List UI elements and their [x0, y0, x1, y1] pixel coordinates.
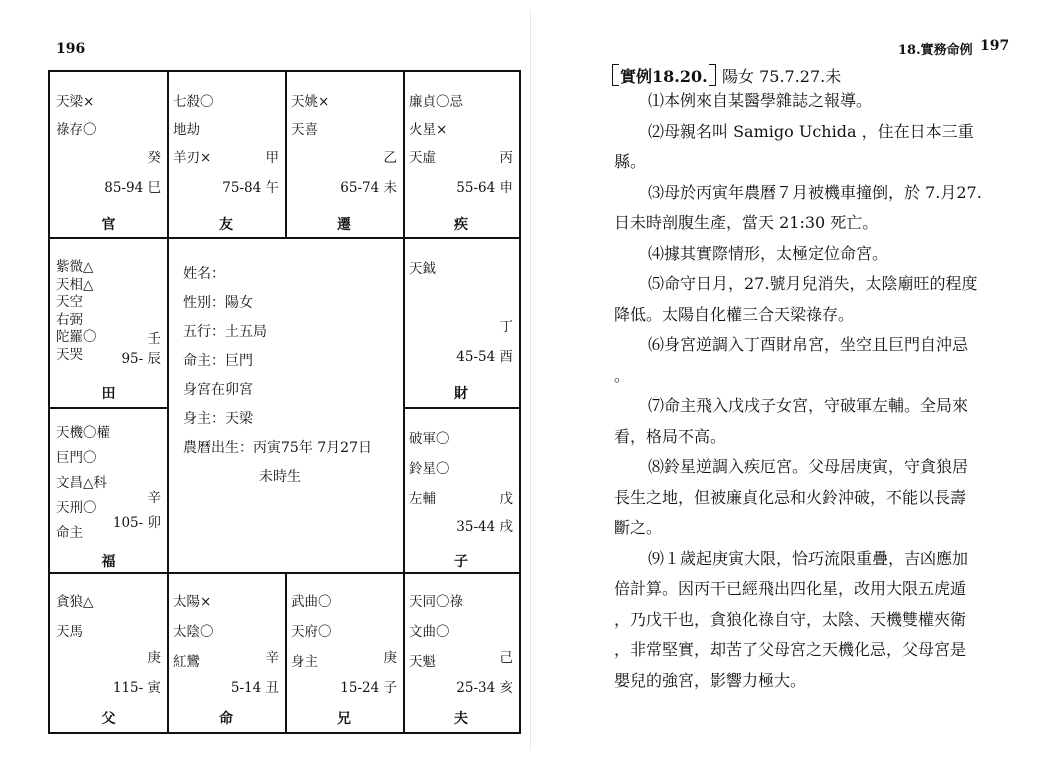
- palace-cell-top-2: [285, 72, 403, 237]
- paragraph-line: 日未時剖腹生產，當天 21:30 死亡。: [614, 213, 879, 232]
- palace-name: 遷: [337, 217, 351, 233]
- star-label: 祿存〇: [56, 122, 97, 138]
- palace-cell-right-0: [403, 237, 519, 407]
- paragraph-line: 倍計算。因丙干已經飛出四化星，改用大限五虎遁: [614, 579, 967, 598]
- heavenly-stem: 癸: [147, 150, 161, 166]
- paragraph-line: ⑴本例來自某醫學雜誌之報導。: [648, 91, 873, 110]
- star-label: 天喜: [291, 122, 318, 138]
- star-label: 天姚×: [291, 94, 330, 110]
- birth-info-line: 命主：巨門: [183, 353, 253, 369]
- star-label: 天機〇權: [56, 425, 110, 441]
- heavenly-stem: 甲: [265, 150, 279, 166]
- paragraph-line: 斷之。: [614, 518, 663, 537]
- paragraph-line: ⑸命守日月，27.號月兒消失，太陰廟旺的程度: [648, 274, 978, 293]
- paragraph-line: 長生之地，但被廉貞化忌和火鈴沖破，不能以長壽: [614, 487, 967, 507]
- star-label: 天同〇祿: [409, 594, 463, 610]
- age-range-branch: 35-44 戌: [456, 519, 513, 535]
- age-range-branch: 85-94 巳: [104, 180, 161, 196]
- age-range-branch: 15-24 子: [340, 680, 397, 696]
- palace-cell-top-3: [403, 72, 519, 237]
- star-label: 天魁: [409, 654, 436, 670]
- star-label: 紫微△: [56, 259, 94, 275]
- star-label: 巨門〇: [56, 450, 97, 466]
- star-label: 天刑〇: [56, 500, 97, 516]
- palace-name: 友: [219, 217, 233, 233]
- paragraph-line: 嬰兒的強宮，影響力極大。: [614, 670, 807, 690]
- star-label: 文昌△科: [56, 475, 107, 491]
- paragraph-line: 縣。: [614, 152, 647, 171]
- birth-info-line: 性別：陽女: [183, 295, 253, 311]
- age-range-branch: 95- 辰: [121, 351, 161, 367]
- heavenly-stem: 辛: [147, 490, 161, 506]
- star-label: 天空: [56, 294, 83, 310]
- palace-name: 福: [101, 554, 116, 570]
- page-gutter: [530, 10, 531, 750]
- star-label: 命主: [56, 525, 83, 541]
- case-title: 實例18.20.: [620, 67, 708, 86]
- paragraph-line: ⑶母於丙寅年農曆７月被機車撞倒，於 7.月27.: [648, 182, 982, 202]
- paragraph-line: ⑹身宮逆調入丁酉財帛宮，坐空且巨門自沖忌: [648, 335, 969, 354]
- title-bracket-left: [612, 64, 619, 86]
- palace-name: 田: [101, 386, 116, 402]
- star-label: 天哭: [56, 346, 83, 363]
- star-label: 左輔: [409, 491, 436, 507]
- paragraph-line: 。: [614, 365, 631, 385]
- paragraph-line: ，非常堅實，却苦了父母宮之天機化忌，父母宮是: [614, 640, 967, 659]
- star-label: 七殺〇: [173, 94, 214, 110]
- birth-info-line: 身宮在卯宮: [183, 382, 253, 398]
- star-label: 天馬: [56, 624, 83, 640]
- palace-cell-right-1: [403, 407, 519, 572]
- title-bracket-right: [709, 64, 716, 86]
- paragraph-line: ⑺命主飛入戊戌子女宮，守破軍左輔。全局來: [648, 396, 969, 415]
- case-subtitle: 陽女 75.7.27.未: [722, 67, 842, 86]
- palace-name: 兄: [337, 711, 351, 727]
- paragraph-line: 降低。太陽自化權三合天梁祿存。: [614, 304, 855, 324]
- star-label: 武曲〇: [291, 594, 332, 610]
- star-label: 天虛: [409, 150, 436, 166]
- birth-info-line: 五行：土五局: [183, 324, 267, 340]
- star-label: 天鉞: [409, 261, 436, 277]
- age-range-branch: 45-54 酉: [456, 349, 513, 365]
- heavenly-stem: 乙: [383, 150, 397, 166]
- star-label: 地劫: [173, 122, 200, 138]
- paragraph-line: ⑼１歲起庚寅大限，恰巧流限重疊，吉凶應加: [648, 548, 969, 568]
- star-label: 天相△: [56, 276, 94, 293]
- paragraph-line: 看，格局不高。: [614, 426, 727, 446]
- age-range-branch: 75-84 午: [222, 180, 279, 196]
- star-label: 廉貞〇忌: [409, 94, 463, 110]
- heavenly-stem: 庚: [383, 650, 397, 666]
- palace-cell-top-1: [167, 72, 285, 237]
- heavenly-stem: 辛: [265, 650, 279, 666]
- age-range-branch: 25-34 亥: [456, 680, 513, 696]
- paragraph-line: ⑵母親名叫 Samigo Uchida ，住在日本三重: [648, 121, 974, 141]
- paragraph-line: ⑷據其實際情形，太極定位命宮。: [648, 243, 889, 263]
- star-label: 陀羅〇: [56, 329, 97, 345]
- palace-cell-bottom-3: [403, 572, 519, 732]
- palace-cell-left-0: [50, 237, 167, 407]
- palace-name: 財: [454, 386, 468, 402]
- age-range-branch: 5-14 丑: [230, 680, 279, 696]
- right-page-number: 197: [980, 38, 1010, 54]
- star-label: 貪狼△: [56, 594, 94, 610]
- heavenly-stem: 己: [499, 650, 513, 666]
- palace-cell-left-1: [50, 407, 167, 572]
- star-label: 太陽×: [173, 594, 212, 610]
- star-label: 羊刃×: [173, 150, 212, 166]
- star-label: 文曲〇: [409, 624, 450, 640]
- age-range-branch: 105- 卯: [112, 515, 161, 531]
- palace-cell-bottom-2: [285, 572, 403, 732]
- paragraph-line: ⑻鈴星逆調入疾厄宮。父母居庚寅，守貪狼居: [648, 457, 969, 476]
- paragraph-line: ，乃戊干也，貪狼化祿自守，太陰、天機雙權夾衛: [614, 609, 967, 629]
- star-label: 紅鸞: [173, 654, 200, 670]
- palace-name: 疾: [454, 217, 468, 233]
- heavenly-stem: 丙: [499, 150, 513, 166]
- birth-hour-line: 未時生: [259, 469, 301, 485]
- palace-name: 命: [219, 711, 233, 727]
- age-range-branch: 115- 寅: [112, 680, 161, 696]
- birth-info-line: 姓名：: [183, 266, 225, 282]
- heavenly-stem: 庚: [147, 650, 161, 666]
- star-label: 天府〇: [291, 624, 332, 640]
- palace-name: 父: [101, 711, 116, 727]
- heavenly-stem: 丁: [499, 319, 513, 335]
- astrology-chart: [48, 70, 521, 734]
- palace-name: 子: [454, 554, 468, 570]
- right-page-header: 18.實務命例: [898, 43, 973, 58]
- star-label: 火星×: [409, 122, 448, 138]
- age-range-branch: 55-64 申: [456, 180, 513, 196]
- palace-name: 官: [101, 217, 116, 233]
- left-page-number: 196: [56, 41, 86, 57]
- star-label: 天梁×: [56, 94, 95, 110]
- palace-cell-bottom-0: [50, 572, 167, 732]
- age-range-branch: 65-74 未: [340, 180, 397, 196]
- palace-cell-bottom-1: [167, 572, 285, 732]
- star-label: 破軍〇: [409, 431, 450, 447]
- birth-info-panel: [183, 263, 399, 523]
- star-label: 身主: [291, 654, 318, 670]
- palace-cell-top-0: [50, 72, 167, 237]
- star-label: 鈴星〇: [409, 461, 450, 477]
- birth-info-line: 身主：天梁: [183, 411, 253, 427]
- star-label: 太陰〇: [173, 624, 214, 640]
- heavenly-stem: 壬: [147, 331, 161, 347]
- palace-name: 夫: [454, 711, 468, 727]
- birth-info-line: 農曆出生：丙寅75年 7月27日: [183, 440, 372, 456]
- heavenly-stem: 戊: [499, 491, 513, 507]
- star-label: 右弼: [56, 311, 83, 328]
